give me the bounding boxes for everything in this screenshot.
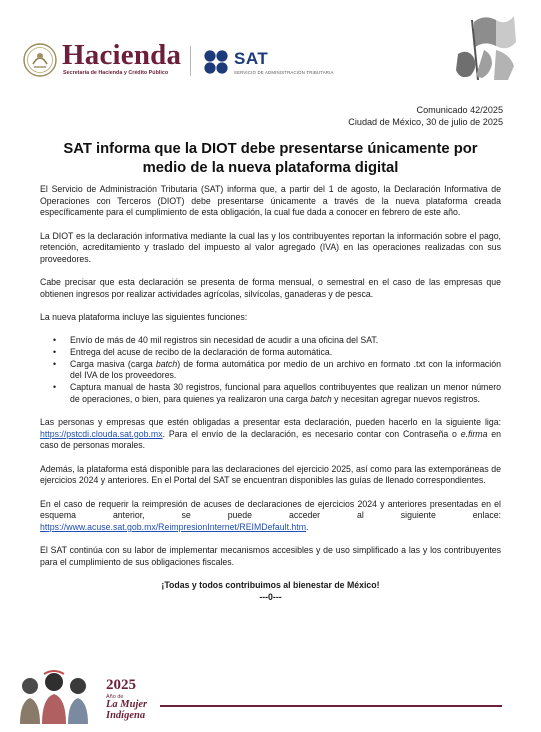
bullet-icon: • bbox=[53, 382, 57, 393]
comunicado-number: Comunicado 42/2025 bbox=[416, 105, 503, 115]
letterhead bbox=[0, 0, 541, 100]
logo-divider bbox=[190, 46, 191, 76]
footer bbox=[0, 668, 541, 732]
hacienda-wordmark: Hacienda bbox=[62, 39, 182, 71]
flag-illustration bbox=[454, 10, 522, 82]
list-item: • Captura manual de hasta 30 registros, funcional para aquellos contribuyentes que realizan un menor número de operaciones, o bien, para quienes ya realizaron una carga batch y necesitan agregar nuevos registros. bbox=[53, 382, 501, 404]
list-item: • Envío de más de 40 mil registros sin necesidad de acudir a una oficina del SAT. bbox=[53, 335, 379, 346]
paragraph-where-to-file: Las personas y empresas que estén obligadas a presentar esta declaración, pueden hacerlo en la siguiente liga: https://pstcdi.clouda.sat.gob.mx. Para el envío de la declaración, es necesario contar con Contraseña o e.firma en caso de personas morales. bbox=[40, 417, 501, 451]
dateline bbox=[348, 104, 503, 128]
features-list bbox=[40, 335, 501, 405]
page-title: SAT informa que la DIOT debe presentarse únicamente por medio de la nueva plataforma digital bbox=[63, 141, 478, 176]
paragraph-reprint: En el caso de requerir la reimpresión de acuses de declaraciones de ejercicios 2024 y anteriores presentadas en el esquema anterior, se puede acceder al siguiente enlace: https://www.acuse.sat.gob.mx/ReimpresionInternet/REIMDefault.htm. bbox=[40, 498, 501, 532]
platform-link[interactable]: https://pstcdi.clouda.sat.gob.mx bbox=[40, 428, 163, 439]
hacienda-subtitle: Secretaría de Hacienda y Crédito Público bbox=[63, 70, 169, 76]
year-label: 2025 bbox=[106, 677, 136, 693]
women-illustration bbox=[14, 668, 100, 724]
paragraph-diot-definition: La DIOT es la declaración informativa mediante la cual las y los contribuyentes reportan la información sobre el pago, retención, acreditamiento y traslado del impuesto al valor agregado (IVA) en las operaciones realizadas con sus proveedores. bbox=[40, 230, 501, 265]
end-mark: ---0--- bbox=[259, 591, 282, 602]
paragraph-periodicity: Cabe precisar que esta declaración se presenta de forma mensual, o semestral en el caso de las empresas que obtienen ingresos por realizar actividades agrícolas, silvícolas, ganaderas y de pesca. bbox=[40, 277, 501, 299]
sat-logo-icon bbox=[202, 48, 230, 76]
footer-rule bbox=[160, 705, 502, 707]
year-sub-label: Año de bbox=[106, 694, 124, 700]
paragraph-features-intro: La nueva plataforma incluye las siguientes funciones: bbox=[40, 312, 248, 323]
paragraph-intro: El Servicio de Administración Tributaria (SAT) informa que, a partir del 1 de agosto, la Declaración Informativa de Operaciones con Terceros (DIOT) debe presentarse únicamente a través de la nueva plataforma creada específicamente para el cumplimiento de esta obligación, la cual fue dada a conocer en febrero de este año. bbox=[40, 184, 501, 218]
place-date: Ciudad de México, 30 de julio de 2025 bbox=[348, 117, 503, 127]
sat-wordmark: SAT bbox=[234, 49, 269, 68]
sat-subtitle: SERVICIO DE ADMINISTRACIÓN TRIBUTARIA bbox=[234, 70, 334, 75]
press-release-body bbox=[40, 184, 501, 603]
list-item: • Entrega del acuse de recibo de la declaración de forma automática. bbox=[53, 347, 333, 358]
reprint-link[interactable]: https://www.acuse.sat.gob.mx/ReimpresionInternet/REIMDefault.htm bbox=[40, 521, 307, 532]
bullet-icon: • bbox=[53, 358, 57, 369]
mujer-indigena-label: La Mujer Indígena bbox=[106, 699, 148, 721]
bullet-icon: • bbox=[53, 335, 57, 346]
closing-slogan: ¡Todas y todos contribuimos al bienestar de México! bbox=[161, 580, 380, 591]
bullet-icon: • bbox=[53, 347, 57, 358]
list-item: • Carga masiva (carga batch) de forma automática por medio de un archivo en formato .txt con la información del IVA de los proveedores. bbox=[53, 358, 501, 381]
paragraph-availability: Además, la plataforma está disponible para las declaraciones del ejercicio 2025, así como para las extemporáneas de ejercicios 2024 y anteriores. En el Portal del SAT se encuentran disponibles las guías de llenado correspondientes. bbox=[40, 463, 501, 486]
coat-of-arms-icon bbox=[22, 42, 58, 78]
paragraph-closing-statement: El SAT continúa con su labor de implementar mecanismos accesibles y de uso simplificado a las y los contribuyentes para el cumplimiento de sus obligaciones fiscales. bbox=[40, 545, 501, 567]
